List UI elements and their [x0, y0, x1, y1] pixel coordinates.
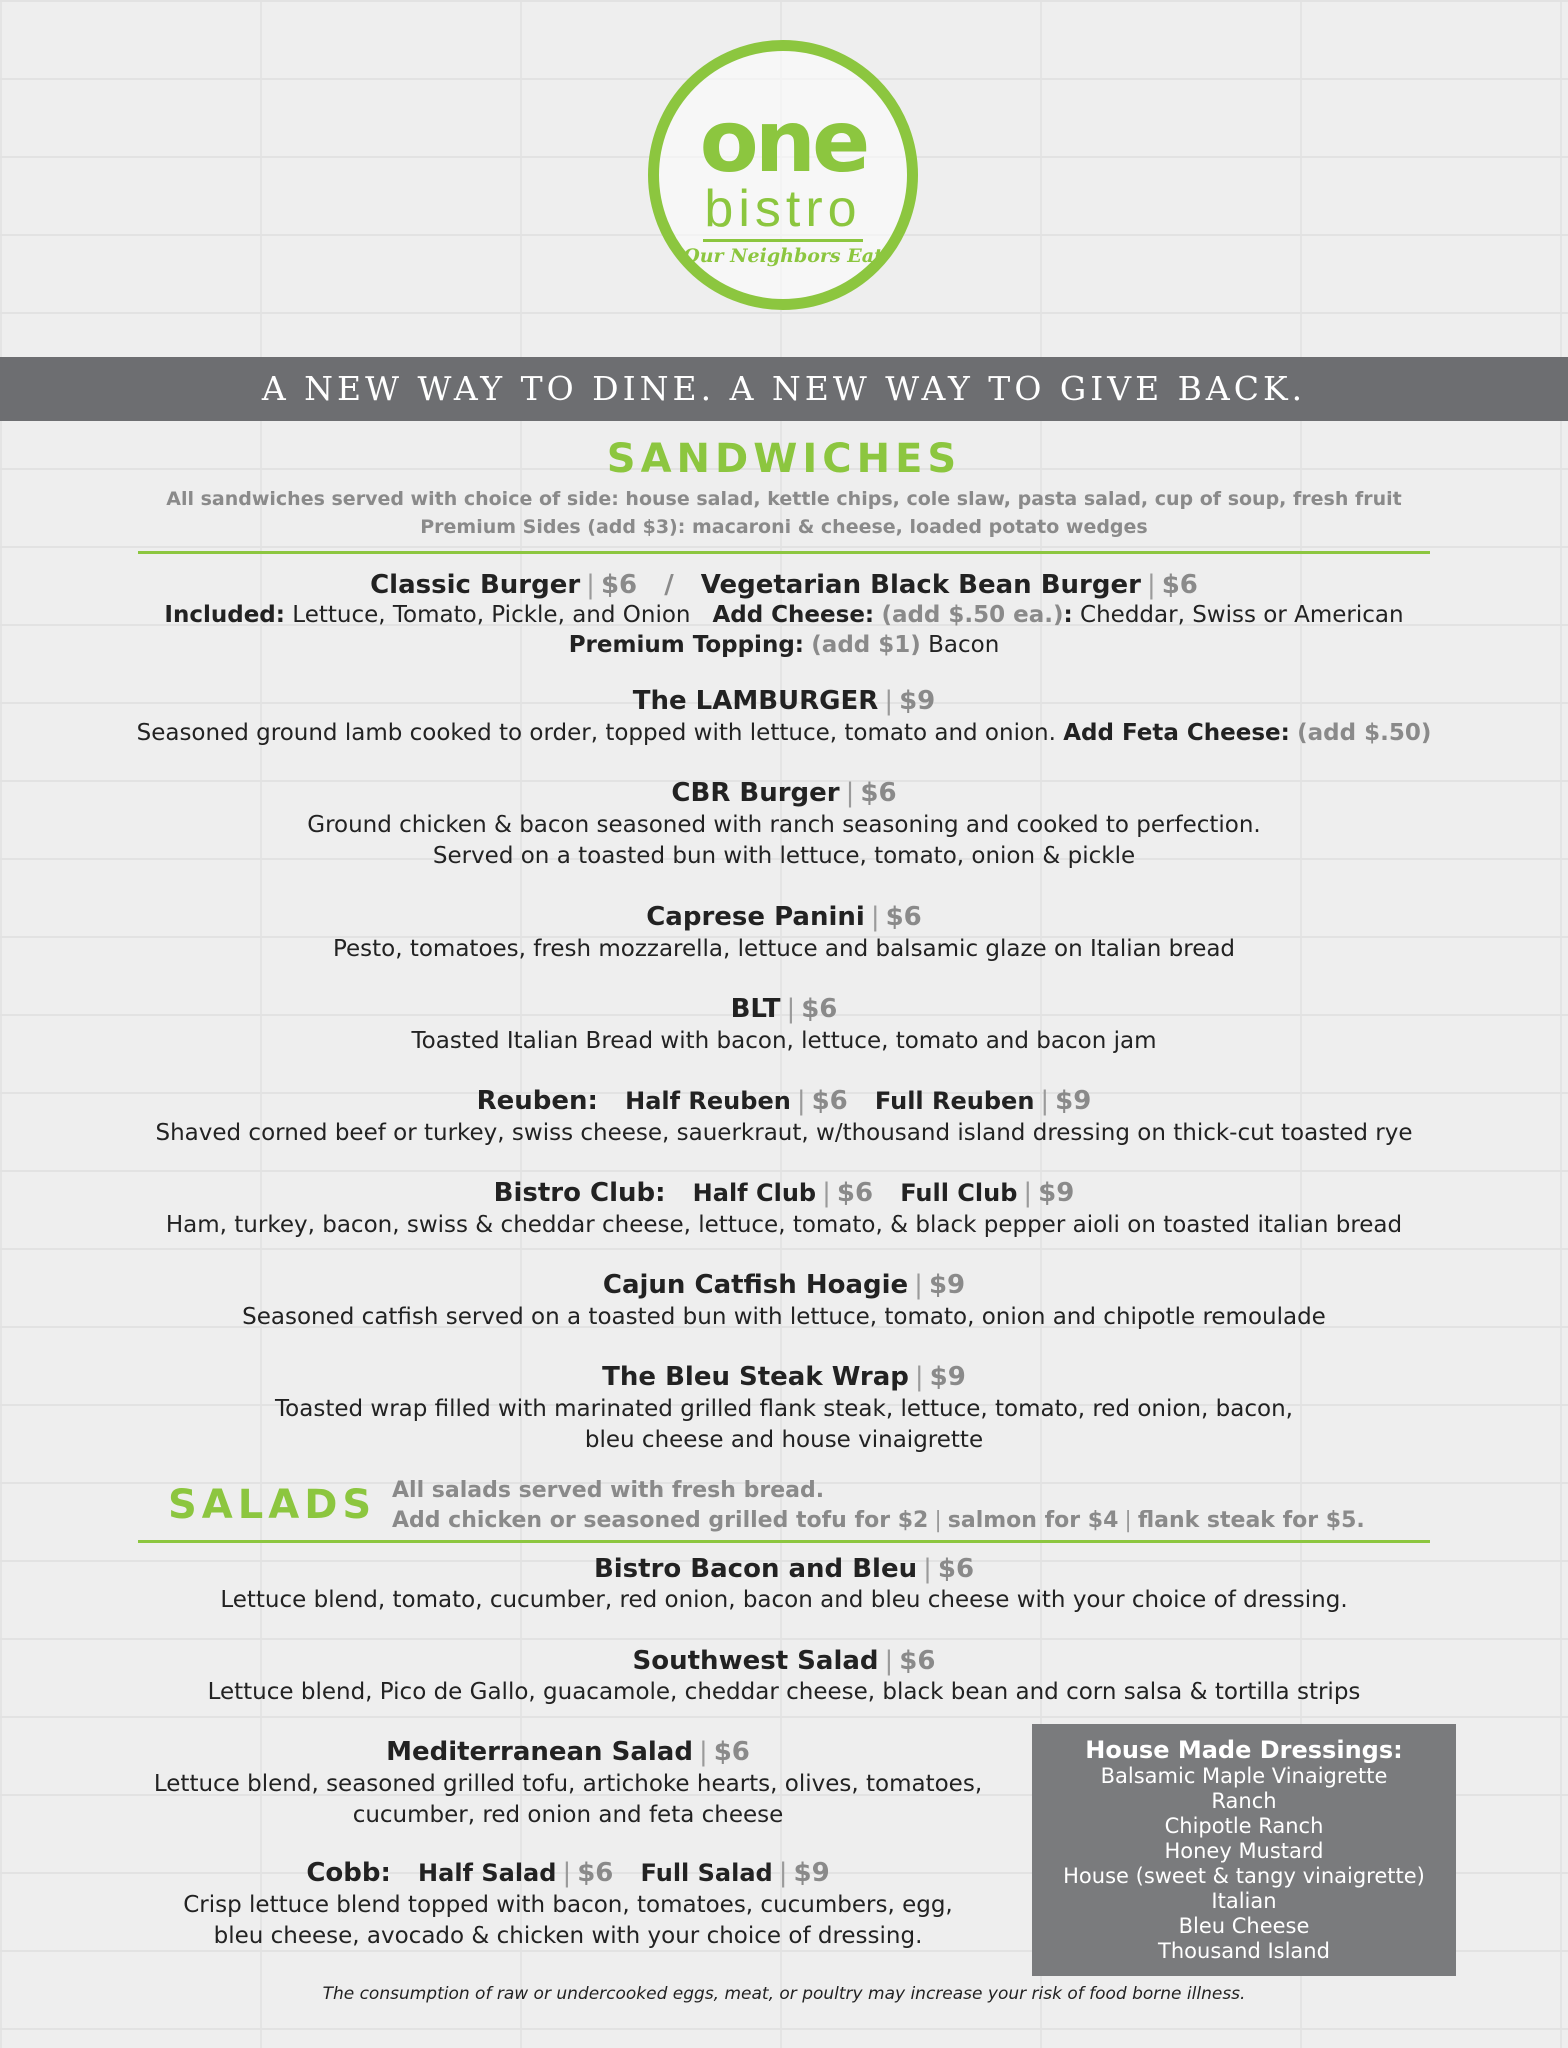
addon-flank-steak: flank steak for $5.	[1137, 1508, 1365, 1533]
lamburger-title	[0, 686, 1568, 716]
addon-divider: |	[934, 1508, 942, 1533]
caprese-price: $6	[885, 902, 922, 932]
mediterranean-desc-2: cucumber, red onion and feta cheese	[352, 1802, 784, 1828]
add-cheese-label: Add Cheese:	[712, 602, 875, 628]
food-safety-disclaimer: The consumption of raw or undercooked eggs, meat, or poultry may increase your risk of food borne illness.	[322, 1984, 1246, 2004]
logo-word-bistro: bistro	[704, 180, 862, 238]
blt-price: $6	[801, 994, 838, 1024]
classic-burger-line	[0, 570, 1568, 600]
price-divider: |	[796, 1086, 806, 1116]
blt-desc: Toasted Italian Bread with bacon, lettuce, tomato and bacon jam	[411, 1028, 1157, 1054]
cbr-burger-desc-1: Ground chicken & bacon seasoned with ranch seasoning and cooked to perfection.	[307, 812, 1261, 838]
veggie-burger-name: Vegetarian Black Bean Burger	[700, 570, 1141, 600]
addon-salmon: salmon for $4	[947, 1508, 1119, 1533]
wrap-desc-2: bleu cheese and house vinaigrette	[584, 1427, 984, 1453]
salads-addon-note	[392, 1508, 1365, 1533]
price-divider: |	[1040, 1086, 1050, 1116]
bacon-bleu-name: Bistro Bacon and Bleu	[593, 1554, 918, 1584]
cbr-burger-price: $6	[860, 778, 897, 808]
catfish-price: $9	[928, 1270, 966, 1300]
included-label: Included:	[164, 602, 285, 628]
logo-ring	[648, 40, 918, 310]
blt-name: BLT	[730, 994, 781, 1024]
price-divider: |	[1023, 1178, 1033, 1208]
half-club-label: Half Club	[692, 1179, 817, 1207]
dressing-item: Thousand Island	[1158, 1939, 1330, 1963]
full-cobb-price: $9	[793, 1858, 830, 1888]
price-divider: |	[884, 686, 894, 716]
lamburger-name: The LAMBURGER	[632, 686, 879, 716]
mediterranean-name: Mediterranean Salad	[386, 1737, 693, 1767]
premium-topping-label: Premium Topping:	[568, 632, 804, 658]
price-divider: |	[923, 1554, 932, 1584]
reuben-name: Reuben:	[476, 1086, 598, 1116]
veggie-burger-price: $6	[1161, 570, 1198, 600]
logo-word-one: one	[699, 92, 867, 192]
add-cheese-text: Cheddar, Swiss or American	[1080, 602, 1404, 628]
bacon-bleu-title	[0, 1554, 1568, 1584]
included-text: Lettuce, Tomato, Pickle, and Onion	[292, 602, 691, 628]
logo	[648, 40, 928, 320]
add-cheese-price: (add $.50 ea.)	[881, 602, 1064, 628]
cobb-desc-1: Crisp lettuce blend topped with bacon, tomatoes, cucumbers, egg,	[183, 1892, 953, 1918]
full-club-price: $9	[1038, 1178, 1075, 1208]
lamburger-price: $9	[899, 686, 936, 716]
southwest-desc: Lettuce blend, Pico de Gallo, guacamole, cheddar cheese, black bean and corn salsa & tortilla strips	[207, 1679, 1361, 1705]
dressings-title: House Made Dressings:	[1085, 1736, 1403, 1764]
premium-topping-line	[0, 630, 1568, 661]
lamburger-desc: Seasoned ground lamb cooked to order, topped with lettuce, tomato and onion.	[136, 720, 1056, 746]
reuben-desc: Shaved corned beef or turkey, swiss cheese, sauerkraut, w/thousand island dressing on thick-cut toasted rye	[155, 1120, 1413, 1146]
price-divider: |	[562, 1858, 572, 1888]
salads-bread-note: All salads served with fresh bread.	[392, 1478, 825, 1503]
half-cobb-price: $6	[577, 1858, 614, 1888]
price-divider: |	[786, 994, 796, 1024]
cbr-burger-name: CBR Burger	[671, 778, 840, 808]
premium-topping-text: Bacon	[928, 632, 1000, 658]
classic-burger-price: $6	[600, 570, 638, 600]
full-reuben-price: $9	[1055, 1086, 1092, 1116]
sandwiches-divider	[138, 551, 1430, 554]
sandwiches-side-note: All sandwiches served with choice of side: house salad, kettle chips, cole slaw, pasta salad, cup of soup, fresh fruit	[166, 488, 1402, 510]
feta-price: (add $.50)	[1297, 720, 1432, 746]
item-separator: /	[664, 570, 674, 600]
southwest-price: $6	[899, 1646, 936, 1676]
salads-title: SALADS	[168, 1482, 377, 1528]
dressing-item: Honey Mustard	[1164, 1839, 1324, 1863]
price-divider: |	[778, 1858, 788, 1888]
wrap-desc-1: Toasted wrap filled with marinated grilled flank steak, lettuce, tomato, red onion, bacon,	[275, 1396, 1293, 1422]
dressing-item: House (sweet & tangy vinaigrette)	[1063, 1864, 1425, 1888]
logo-tagline: Our Neighbors Eat	[683, 245, 883, 267]
catfish-desc: Seasoned catfish served on a toasted bun with lettuce, tomato, onion and chipotle remoulade	[242, 1304, 1326, 1330]
full-cobb-label: Full Salad	[640, 1859, 773, 1887]
price-divider: |	[914, 1362, 924, 1392]
wrap-name: The Bleu Steak Wrap	[602, 1362, 909, 1392]
bacon-bleu-price: $6	[937, 1554, 975, 1584]
price-divider: |	[1146, 570, 1156, 600]
sandwiches-premium-note: Premium Sides (add $3): macaroni & cheese, loaded potato wedges	[420, 516, 1148, 538]
sandwiches-title: SANDWICHES	[606, 436, 962, 482]
full-reuben-label: Full Reuben	[874, 1087, 1035, 1115]
mediterranean-desc-1: Lettuce blend, seasoned grilled tofu, artichoke hearts, olives, tomatoes,	[153, 1771, 983, 1797]
southwest-title	[0, 1646, 1568, 1676]
club-title	[0, 1178, 1568, 1208]
classic-burger-included	[0, 600, 1568, 631]
dressing-item: Italian	[1211, 1889, 1277, 1913]
slogan-banner: A NEW WAY TO DINE. A NEW WAY TO GIVE BACK.	[0, 357, 1568, 421]
price-divider: |	[845, 778, 855, 808]
price-divider: |	[698, 1737, 708, 1767]
dressing-item: Bleu Cheese	[1178, 1914, 1310, 1938]
price-divider: |	[870, 902, 880, 932]
blt-title	[0, 994, 1568, 1024]
price-divider: |	[914, 1270, 923, 1300]
wrap-title	[0, 1362, 1568, 1392]
caprese-name: Caprese Panini	[646, 902, 865, 932]
dressing-item: Balsamic Maple Vinaigrette	[1100, 1764, 1388, 1788]
price-divider: |	[822, 1178, 831, 1208]
cbr-burger-title	[0, 778, 1568, 808]
lamburger-desc-line	[0, 718, 1568, 749]
cobb-title	[120, 1858, 1016, 1888]
caprese-desc: Pesto, tomatoes, fresh mozzarella, lettuce and balsamic glaze on Italian bread	[332, 936, 1236, 962]
cbr-burger-desc-2: Served on a toasted bun with lettuce, tomato, onion & pickle	[432, 843, 1136, 869]
dressing-item: Ranch	[1211, 1789, 1277, 1813]
salads-divider	[138, 1540, 1430, 1543]
premium-topping-price: (add $1)	[811, 632, 921, 658]
logo-divider	[703, 239, 863, 242]
mediterranean-title	[120, 1737, 1016, 1767]
dressing-item: Chipotle Ranch	[1164, 1814, 1324, 1838]
half-cobb-label: Half Salad	[418, 1859, 557, 1887]
caprese-title	[0, 902, 1568, 932]
half-reuben-label: Half Reuben	[625, 1087, 791, 1115]
feta-label: Add Feta Cheese:	[1063, 720, 1290, 746]
addon-divider: |	[1124, 1508, 1132, 1533]
addon-chicken-tofu: Add chicken or seasoned grilled tofu for $2	[392, 1508, 929, 1533]
catfish-title	[0, 1270, 1568, 1300]
reuben-title	[0, 1086, 1568, 1116]
catfish-name: Cajun Catfish Hoagie	[602, 1270, 909, 1300]
classic-burger-name: Classic Burger	[370, 570, 581, 600]
wrap-price: $9	[929, 1362, 966, 1392]
bacon-bleu-desc: Lettuce blend, tomato, cucumber, red onion, bacon and bleu cheese with your choice of dressing.	[220, 1587, 1348, 1613]
club-desc: Ham, turkey, bacon, swiss & cheddar cheese, lettuce, tomato, & black pepper aioli on toasted italian bread	[165, 1212, 1403, 1238]
half-reuben-price: $6	[811, 1086, 848, 1116]
mediterranean-price: $6	[713, 1737, 750, 1767]
club-name: Bistro Club:	[493, 1178, 666, 1208]
price-divider: |	[884, 1646, 894, 1676]
price-divider: |	[586, 570, 595, 600]
cobb-desc-2: bleu cheese, avocado & chicken with your choice of dressing.	[213, 1923, 923, 1949]
half-club-price: $6	[836, 1178, 874, 1208]
cobb-name: Cobb:	[306, 1858, 391, 1888]
southwest-name: Southwest Salad	[632, 1646, 879, 1676]
add-cheese-colon: :	[1063, 602, 1073, 628]
full-club-label: Full Club	[900, 1179, 1018, 1207]
dressings-box	[1032, 1724, 1456, 1976]
